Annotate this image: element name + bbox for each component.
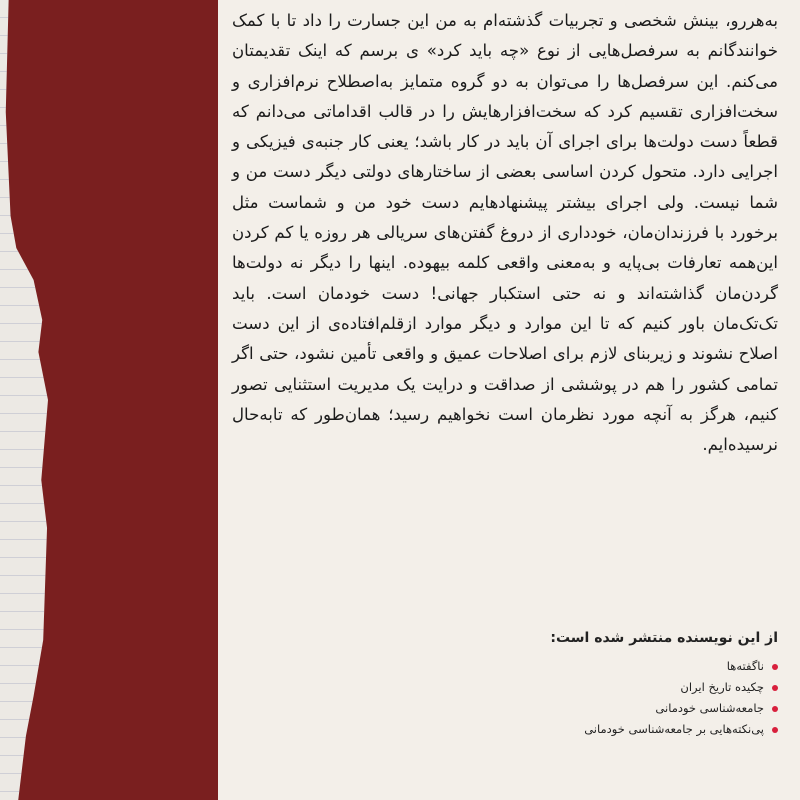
back-cover-text: [232, 6, 778, 460]
list-item: [232, 698, 778, 719]
bullet-icon: [772, 706, 778, 712]
bullet-icon: [772, 664, 778, 670]
list-item: [232, 677, 778, 698]
book-title: پی‌نکته‌هایی بر جامعه‌شناسی خودمانی: [584, 722, 764, 736]
book-title: چکیده تاریخ ایران: [680, 680, 764, 694]
books-heading: از این نویسنده منتشر شده است:: [550, 630, 778, 646]
book-title: جامعه‌شناسی خودمانی: [655, 701, 764, 715]
list-item: [232, 719, 778, 740]
bullet-icon: [772, 727, 778, 733]
list-item: [232, 656, 778, 677]
book-list: [232, 656, 778, 740]
book-title: ناگفته‌ها: [726, 659, 764, 673]
books-by-author-section: [232, 630, 778, 740]
bullet-icon: [772, 685, 778, 691]
body-paragraph: به‌هررو، بینش شخصی و تجربیات گذشته‌ام به من این جسارت را داد تا با کمک خوانندگانم به سرفصل‌هایی از نوع «چه باید کرد» ی برسم که اینک تقدیمتان می‌کنم. این سرفصل‌ها را می‌توان به دو گروه متمایز به‌اصطلاح نرم‌افزاری و سخت‌افزاری تقسیم کرد که سخت‌افزارهایش را در قالب اقداماتی می‌دانم که قطعاً دست دولت‌ها برای اجرای آن باید در کار باشد؛ یعنی کار جنبه‌ی فیزیکی و اجرایی دارد. متحول کردن اساسی بعضی از ساختارهای دولتی دیگر دست من و شما نیست. ولی اجرای بیشتر پیشنهادهایم دست خود من و شماست مثل برخورد با فرزندان‌مان، خودداری از دروغ گفتن‌های سریالی هر روزه یا کم کردن این‌همه تعارفات بی‌پایه و به‌معنی واقعی کلمه بیهوده. اینها را دیگر نه دولت‌ها گردن‌مان گذاشته‌اند و نه حتی استکبار جهانی! دست خودمان است. باید تک‌تک‌مان باور کنیم که تا این موارد و دیگر موارد ازقلم‌افتاده‌ی از این دست اصلاح نشوند و زیربنای لازم برای اصلاحات عمیق و واقعی تأمین نشود، حتی اگر تمامی کشور را هم در پوششی از صداقت و درایت یک مدیریت استثنایی تصور کنیم، هرگز به آنچه مورد نظرمان است نخواهیم رسید؛ همان‌طور که تابه‌حال نرسیده‌ایم.: [232, 11, 778, 455]
